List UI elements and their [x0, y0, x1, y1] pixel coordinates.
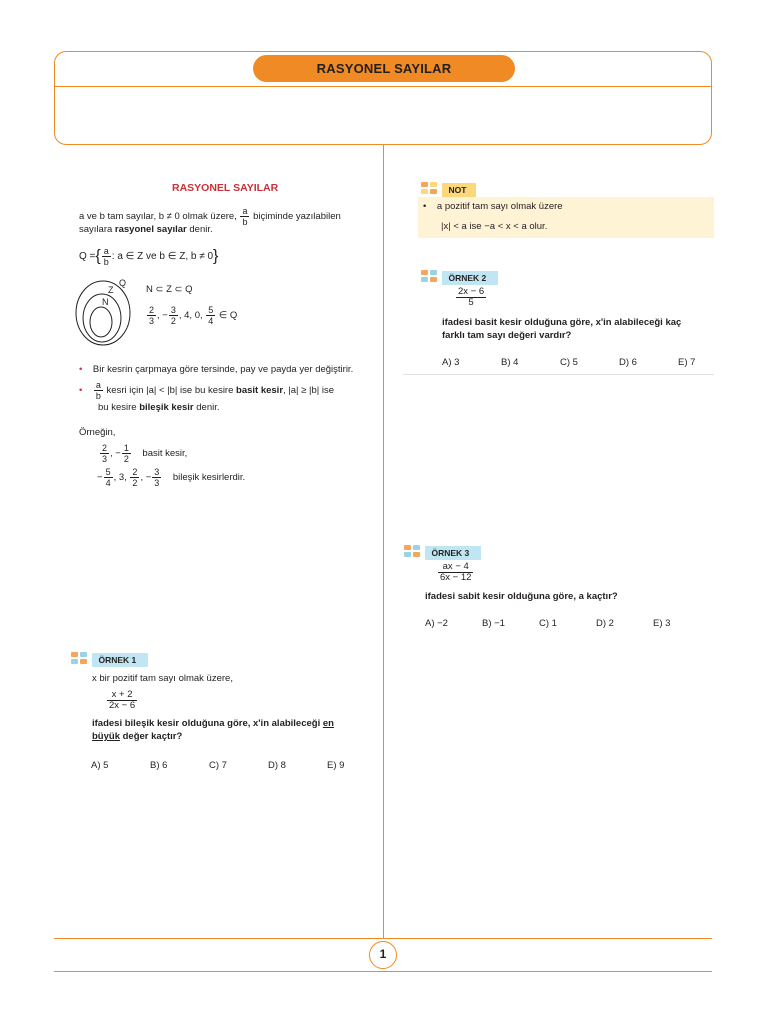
example-2-options [442, 352, 695, 370]
footer-line-bottom [54, 971, 712, 972]
subset-relation: N ⊂ Z ⊂ Q [146, 284, 193, 295]
example-icon [71, 652, 88, 665]
definition-line-2: sayılara rasyonel sayılar denir. [79, 224, 213, 235]
example-icon [421, 270, 438, 283]
example-label: Örneğin, [79, 427, 116, 438]
option-a[interactable]: A) 5 [91, 760, 109, 771]
venn-label-z: Z [108, 285, 114, 295]
example-3-tag: ÖRNEK 3 [425, 546, 481, 560]
column-divider [383, 145, 384, 938]
note-tag: NOT [442, 183, 476, 197]
example-3-question: ifadesi sabit kesir olduğuna göre, a kaçtır? [425, 591, 618, 602]
bullet-continuation: bu kesire bileşik kesir denir. [98, 402, 220, 413]
option-e[interactable]: E) 9 [327, 760, 345, 771]
note-line-1: • a pozitif tam sayı olmak üzere [423, 201, 563, 212]
venn-label-q: Q [119, 278, 127, 288]
example-1-line: x bir pozitif tam sayı olmak üzere, [92, 673, 233, 684]
venn-label-n: N [102, 297, 109, 307]
option-a[interactable]: A) −2 [425, 618, 448, 629]
option-e[interactable]: E) 3 [653, 618, 671, 629]
example-3-fraction: $\frac{ax - 4}{6x - 12}$ [440, 561, 472, 583]
footer-line-top [54, 938, 712, 939]
rational-examples: $\frac{2}{3}$ , − $\frac{3}{2}$ , 4, 0, $\frac{5}{4}$ ∈ Q [149, 305, 238, 326]
option-a[interactable]: A) 3 [442, 357, 460, 368]
set-definition: Q ={ $\frac{a}{b}$ : a ∈ Z ve b ∈ Z, b ≠ 0} [79, 246, 219, 267]
note-icon [421, 182, 438, 195]
option-c[interactable]: C) 5 [560, 357, 578, 368]
option-d[interactable]: D) 6 [619, 357, 637, 368]
option-c[interactable]: C) 7 [209, 760, 227, 771]
page-title: RASYONEL SAYILAR [253, 55, 515, 82]
definition-text: a ve b tam sayılar, b ≠ 0 olmak üzere, [79, 211, 237, 223]
definition-text: biçiminde yazılabilen [253, 211, 341, 223]
example-2-question-1: ifadesi basit kesir olduğuna göre, x'in alabileceği kaç [442, 317, 682, 328]
note-header [421, 180, 476, 198]
option-e[interactable]: E) 7 [678, 357, 696, 368]
option-d[interactable]: D) 2 [596, 618, 614, 629]
bullet-item: • $\frac{a}{b}$ kesri için |a| < |b| ise bu kesire basit kesir, |a| ≥ |b| ise [79, 380, 335, 401]
option-b[interactable]: B) 6 [150, 760, 168, 771]
example-1-question-1: ifadesi bileşik kesir olduğuna göre, x'in alabileceği en [92, 718, 334, 729]
option-c[interactable]: C) 1 [539, 618, 557, 629]
example-1-fraction: $\frac{x + 2}{2x - 6}$ [109, 689, 136, 711]
option-d[interactable]: D) 8 [268, 760, 286, 771]
example-icon [404, 545, 421, 558]
header-divider [54, 86, 712, 87]
example-1-header [71, 650, 148, 668]
example-1-question-2: büyük değer kaçtır? [92, 731, 183, 742]
example-2-header [421, 268, 498, 286]
example-3-options [425, 613, 670, 631]
simple-fraction-examples: $\frac{2}{3}$ , − $\frac{1}{2}$ basit kesir, [102, 443, 188, 464]
note-line-2: |x| < a ise −a < x < a olur. [441, 221, 548, 232]
example-1-options [91, 755, 344, 773]
example-1-tag: ÖRNEK 1 [92, 653, 148, 667]
example-2-fraction: $\frac{2x - 6}{5}$ [458, 286, 485, 308]
option-b[interactable]: B) −1 [482, 618, 505, 629]
compound-fraction-examples: − $\frac{5}{4}$ , 3, $\frac{2}{2}$ , − $\frac{3}{3}$ bileşik kesirlerdir. [97, 467, 246, 488]
example-2-tag: ÖRNEK 2 [442, 271, 498, 285]
section-title: RASYONEL SAYILAR [172, 182, 279, 194]
bullet-item: • Bir kesrin çarpmaya göre tersinde, pay ve payda yer değiştirir. [79, 364, 354, 375]
section-separator [403, 374, 714, 375]
option-b[interactable]: B) 4 [501, 357, 519, 368]
page-number: 1 [369, 941, 397, 969]
definition-fraction: $\frac{a}{b}$ [242, 206, 248, 227]
example-3-header [404, 543, 481, 561]
example-2-question-2: farklı tam sayı değeri vardır? [442, 330, 572, 341]
